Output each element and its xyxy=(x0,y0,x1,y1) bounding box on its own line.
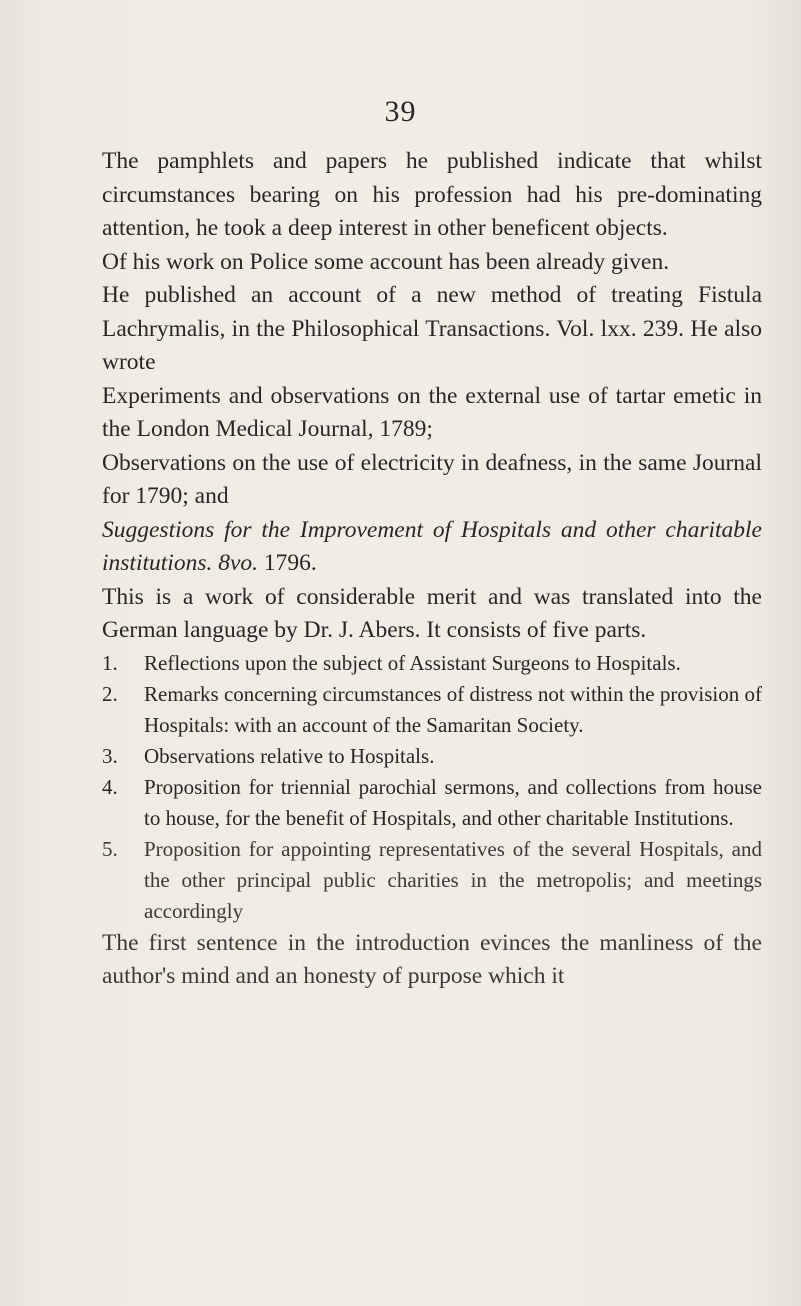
body-text xyxy=(102,145,762,994)
list-item-number: 1. xyxy=(102,650,118,675)
list-item xyxy=(102,741,762,772)
page-number: 39 xyxy=(384,95,417,128)
paragraph-electricity: Observations on the use of electricity in deafness, in the same Journal for 1790; and xyxy=(102,449,762,509)
list-item-number: 3. xyxy=(102,743,118,768)
paragraph-closing: The first sentence in the introduction evinces the manliness of the author's mind and an honesty of purpose which it xyxy=(102,929,762,989)
paragraph-police: Of his work on Police some account has been already given. xyxy=(102,248,670,275)
suggestions-format: 8vo. xyxy=(218,550,259,576)
paragraph-pamphlets: The pamphlets and papers he published indicate that whilst circumstances bearing on his profession had his pre-dominating attention, he took a deep interest in other beneficent objects. xyxy=(102,148,762,241)
list-item-number: 5. xyxy=(102,836,118,861)
list-item-number: 4. xyxy=(102,774,118,799)
list-item xyxy=(102,834,762,927)
paragraph-suggestions xyxy=(102,514,762,581)
list-item-text: Observations relative to Hospitals. xyxy=(144,743,435,768)
list-item-text: Proposition for appointing representatives of the several Hospitals, and the other principal public charities in the metropolis; and meetings accordingly xyxy=(144,836,762,923)
list-item-number: 2. xyxy=(102,681,118,706)
suggestions-title: Suggestions for the Improvement of Hospitals and other charitable institutions. xyxy=(102,516,762,576)
parts-list xyxy=(102,648,762,927)
suggestions-year: 1796. xyxy=(263,550,317,576)
list-item-text: Reflections upon the subject of Assistant Surgeons to Hospitals. xyxy=(144,650,681,675)
list-item-text: Remarks concerning circumstances of distress not within the provision of Hospitals: with an account of the Samaritan Society. xyxy=(144,681,762,737)
paragraph-translation: This is a work of considerable merit and was translated into the German language by Dr. J. Abers. It consists of five parts. xyxy=(102,583,762,643)
list-item xyxy=(102,772,762,834)
paragraph-fistula: He published an account of a new method of treating Fistula Lachrymalis, in the Philosophical Transactions. Vol. lxx. 239. He also wrote xyxy=(102,282,762,375)
list-item xyxy=(102,648,762,679)
list-item xyxy=(102,679,762,741)
list-item-text: Proposition for triennial parochial sermons, and collections from house to house, for the benefit of Hospitals, and other charitable Institutions. xyxy=(144,774,762,830)
paragraph-tartar-emetic: Experiments and observations on the external use of tartar emetic in the London Medical Journal, 1789; xyxy=(102,382,762,442)
